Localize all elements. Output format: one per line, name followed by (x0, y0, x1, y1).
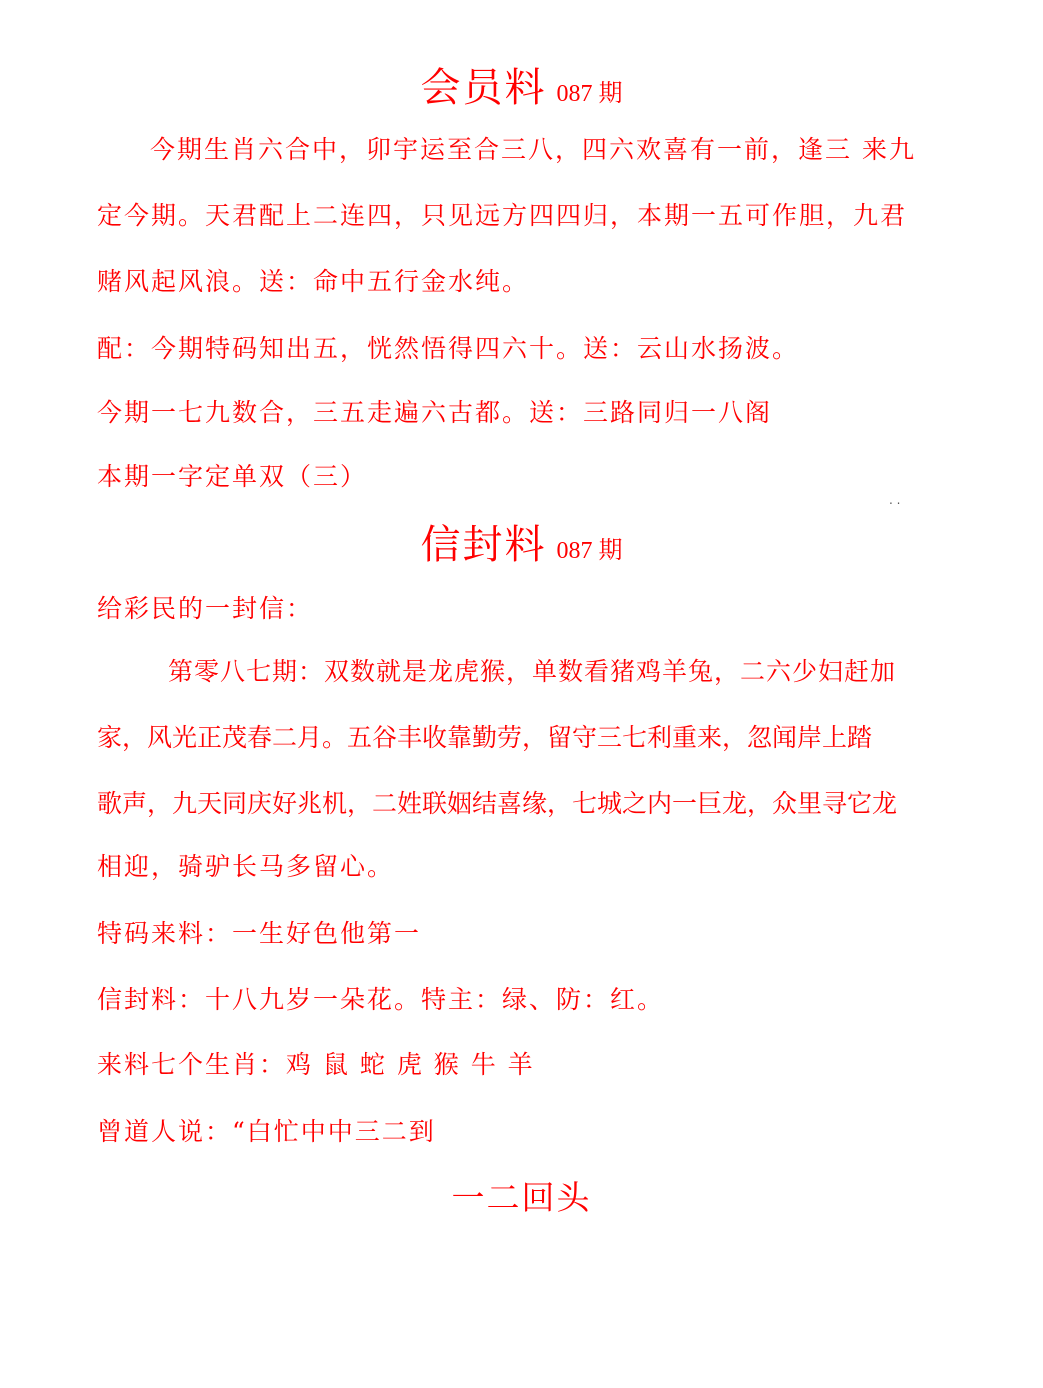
member-title-text: 会员料 (420, 65, 547, 111)
member-line-5: 今期一七九数合，三五走遍六古都。送：三路同归一八阁 (97, 398, 773, 427)
member-line-4: 配：今期特码知出五，恍然悟得四六十。送：云山水扬波。 (97, 334, 800, 363)
envelope-title-text: 信封料 (420, 522, 547, 568)
member-line-2: 定今期。天君配上二连四，只见远方四四归，本期一五可作胆，九君 (97, 201, 908, 230)
envelope-issue: 087 期 (556, 538, 623, 564)
member-line-3: 赌风起风浪。送：命中五行金水纯。 (97, 267, 530, 296)
closing-phrase: 一二回头 (451, 1178, 592, 1217)
envelope-line-8: 来料七个生肖：鸡 鼠 蛇 虎 猴 牛 羊 (97, 1050, 535, 1079)
envelope-title (0, 513, 1043, 570)
envelope-line-6: 特码来料：一生好色他第一 (97, 919, 422, 948)
member-line-6: 本期一字定单双（三） (97, 462, 368, 491)
envelope-line-3: 家，风光正茂春二月。五谷丰收靠勤劳，留守三七利重来，忽闻岸上踏 (97, 723, 873, 752)
envelope-line-1: 给彩民的一封信： (97, 594, 314, 623)
envelope-line-4: 歌声，九天同庆好兆机，二姓联姻结喜缘，七城之内一巨龙，众里寻它龙 (97, 789, 898, 818)
member-title (0, 56, 1043, 113)
member-line-1: 今期生肖六合中，卯宇运至合三八，四六欢喜有一前，逢三 来九 (150, 135, 916, 164)
member-issue: 087 期 (556, 81, 623, 107)
envelope-line-2: 第零八七期：双数就是龙虎猴，单数看猪鸡羊兔，二六少妇赶加 (168, 657, 897, 686)
stray-marks: . . (889, 493, 901, 507)
envelope-line-7: 信封料：十八九岁一朵花。特主：绿、防：红。 (97, 985, 665, 1014)
envelope-line-5: 相迎，骑驴长马多留心。 (97, 852, 395, 881)
envelope-line-9: 曾道人说：“白忙中中三二到 (97, 1117, 436, 1146)
